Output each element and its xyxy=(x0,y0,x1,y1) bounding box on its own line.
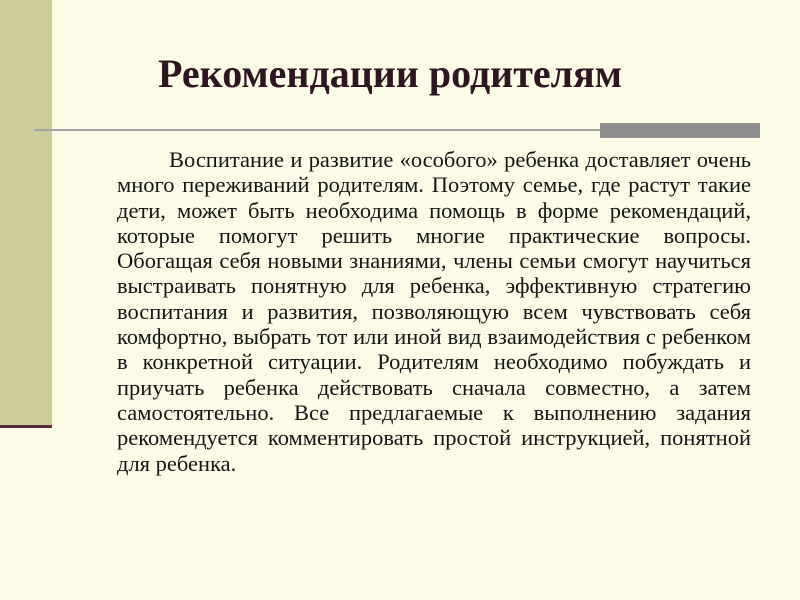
slide-title: Рекомендации родителям xyxy=(158,51,622,96)
title-divider-block xyxy=(600,123,760,138)
body-paragraph: Воспитание и развитие «особого» ребенка доставляет очень много переживаний родителям. Поэтому семье, где растут такие дети, может быть необходима помощь в форме рекомендаций, которые помогут решить многие практические вопросы. Обогащая себя новыми знаниями, члены семьи смогут научиться выстраивать понятную для ребенка, эффективную стратегию воспитания и развития, позволяющую всем чувствовать себя комфортно, выбрать тот или иной вид взаимодействия с ребенком в конкретной ситуации. Родителям необходимо побуждать и приучать ребенка действовать сначала совместно, а затем самостоятельно. Все предлагаемые к выполнению задания рекомендуется комментировать простой инструкцией, понятной для ребенка. xyxy=(117,147,751,476)
title-divider-line xyxy=(34,129,600,131)
left-accent-bar xyxy=(0,0,52,427)
left-accent-bar-underline xyxy=(0,425,52,428)
